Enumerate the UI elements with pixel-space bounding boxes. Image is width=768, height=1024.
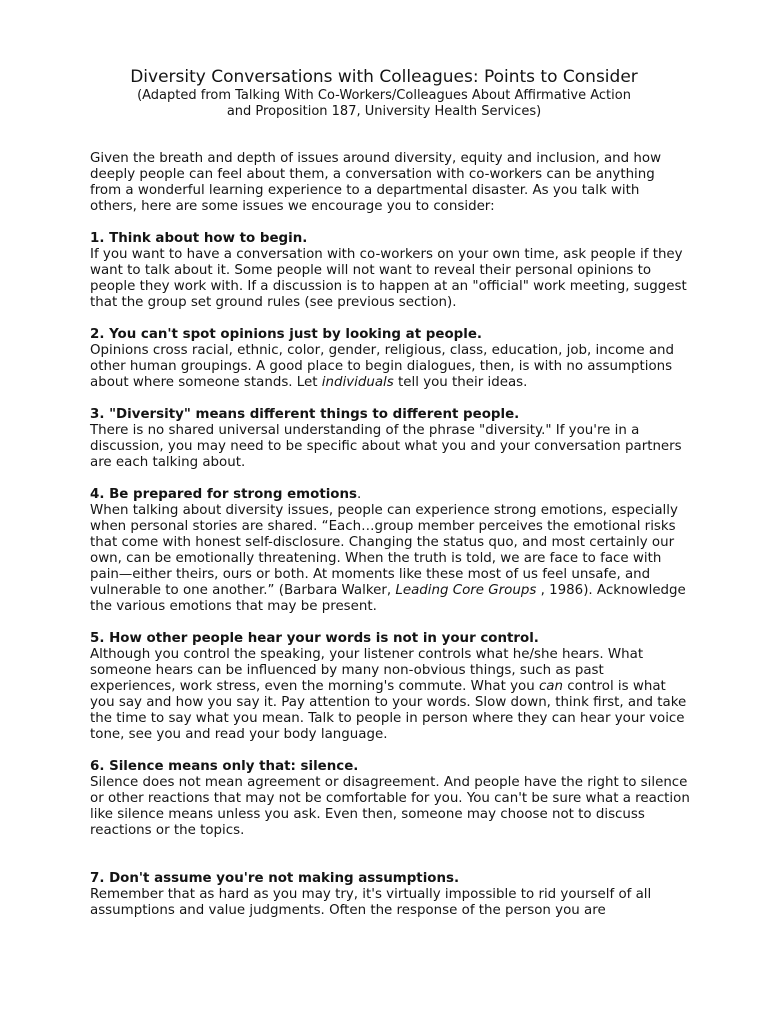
body-text: Opinions cross racial, ethnic, color, gender, religious, class, education, job, income and other human groupings. A good place to begin dialogues, then, is with no assumptions about where someone stands. Let xyxy=(90,343,675,390)
section-heading: 7. Don't assume you're not making assumptions. xyxy=(90,871,460,886)
section-body xyxy=(90,343,690,391)
document-body xyxy=(90,151,690,935)
heading-text: 4. Be prepared for strong emotions xyxy=(90,487,358,502)
section-body: There is no shared universal understanding of the phrase "diversity." If you're in a discussion, you may need to be specific about what you and your conversation partners are each talking about. xyxy=(90,423,682,470)
body-emphasis: can xyxy=(538,679,563,694)
section-5 xyxy=(90,631,690,743)
section-body xyxy=(90,503,690,615)
section-body: Silence does not mean agreement or disagreement. And people have the right to silence or other reactions that may not be comfortable for you. You can't be sure what a reaction like silence means unless you ask. Even then, someone may choose not to discuss reactions or the topics. xyxy=(90,775,690,838)
heading-period: . xyxy=(357,487,362,502)
subtitle-line-2: and Proposition 187, University Health Services) xyxy=(226,104,542,119)
body-text: When talking about diversity issues, people can experience strong emotions, especially when personal stories are shared. “Each…group member perceives the emotional risks that come with honest self-disclosure. Changing the status quo, and most certainly our own, can be emotionally threatening. When the truth is told, we are face to face with pain—either theirs, ours or both. At moments like these most of us feel unsafe, and vulnerable to one another.” (Barbara Walker, xyxy=(90,503,678,598)
section-heading: 1. Think about how to begin. xyxy=(90,231,308,246)
section-7 xyxy=(90,871,690,919)
section-6 xyxy=(90,759,690,839)
subtitle-line-1: (Adapted from Talking With Co-Workers/Colleagues About Affirmative Action xyxy=(137,88,631,103)
body-text: , 1986). Acknowledge the various emotions that may be present. xyxy=(90,583,686,614)
document-title: Diversity Conversations with Colleagues: Points to Consider xyxy=(130,67,638,87)
section-heading: 3. "Diversity" means different things to different people. xyxy=(90,407,520,422)
section-heading xyxy=(90,487,690,503)
section-2 xyxy=(90,327,690,391)
section-3 xyxy=(90,407,690,471)
intro-paragraph: Given the breath and depth of issues around diversity, equity and inclusion, and how deeply people can feel about them, a conversation with co-workers can be anything from a wonderful learning experience to a departmental disaster. As you talk with others, here are some issues we encourage you to consider: xyxy=(90,151,662,214)
section-heading: 2. You can't spot opinions just by looking at people. xyxy=(90,327,482,342)
section-body: If you want to have a conversation with co-workers on your own time, ask people if they want to talk about it. Some people will not want to reveal their personal opinions to people they work with. If a discussion is to happen at an "official" work meeting, suggest that the group set ground rules (see previous section). xyxy=(90,247,687,310)
section-body: Remember that as hard as you may try, it's virtually impossible to rid yourself of all assumptions and value judgments. Often the response of the person you are xyxy=(90,887,652,918)
section-4 xyxy=(90,487,690,615)
section-heading: 5. How other people hear your words is not in your control. xyxy=(90,631,539,646)
section-body xyxy=(90,647,690,743)
section-1 xyxy=(90,231,690,311)
body-text: control is what you say and how you say it. Pay attention to your words. Slow down, think first, and take the time to say what you mean. Talk to people in person where they can hear your voice tone, see you and read your body language. xyxy=(90,679,687,742)
citation-title: Leading Core Groups xyxy=(395,583,537,598)
document-subtitle xyxy=(0,88,768,120)
body-text: tell you their ideas. xyxy=(393,375,528,390)
body-text: Although you control the speaking, your listener controls what he/she hears. What someone hears can be influenced by many non-obvious things, such as past experiences, work stress, even the morning's commute. What you xyxy=(90,647,644,694)
body-emphasis: individuals xyxy=(321,375,394,390)
section-heading: 6. Silence means only that: silence. xyxy=(90,759,359,774)
